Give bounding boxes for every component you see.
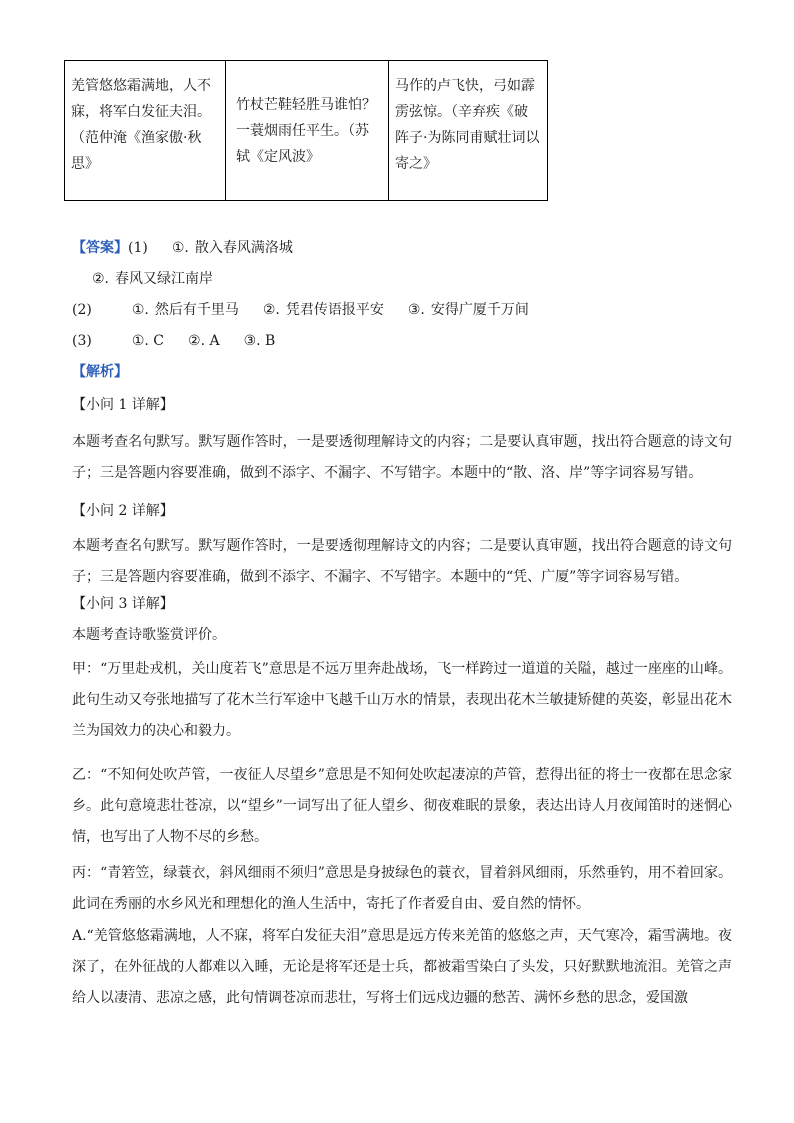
poem-table — [64, 60, 548, 201]
answer-line-3 — [72, 300, 529, 320]
q3-b-text: ②. A — [188, 333, 220, 349]
q2-number: (2) — [72, 302, 92, 318]
table-cell-xin: 马作的卢飞快，弓如霹雳弦惊。（辛弃疾《破阵子·为陈同甫赋壮词以寄之》 — [389, 61, 548, 201]
q2-b-mark: ②. — [262, 302, 280, 318]
q1-b-text: 春风又绿江南岸 — [115, 271, 214, 287]
paragraph-a: A.“羌管悠悠霜满地，人不寐，将军白发征夫泪”意思是远方传来羌笛的悠悠之声，天气寒冷，霜雪满地。夜深了，在外征战的人都难以入睡，无论是将军还是士兵，都被霜雪染白了头发，只好默默地流泪。羌管之声给人以凄清、悲凉之感，此句情调苍凉而悲壮，写将士们远戍边疆的愁苦、满怀乡愁的思念，爱国激 — [72, 928, 732, 1006]
table-cell-su: 竹杖芒鞋轻胜马谁怕？一蓑烟雨任平生。（苏轼《定风波》 — [226, 61, 389, 201]
sub1-text: 本题考查名句默写。默写题作答时，一是要透彻理解诗文的内容；二是要认真审题，找出符合题意的诗文句子；三是答题内容要准确，做到不添字、不漏字、不写错字。本题中的“散、洛、岸”等字词容易写错。 — [72, 434, 732, 481]
sub1-title: 【小问 1 详解】 — [72, 397, 174, 413]
q1-a-text: 散入春风满洛城 — [194, 240, 293, 256]
table-cell-fan: 羌管悠悠霜满地，人不寐，将军白发征夫泪。（范仲淹《渔家傲·秋思》 — [65, 61, 226, 201]
analysis-label: 【解析】 — [72, 364, 128, 380]
q2-c-text: 安得广厦千万间 — [430, 302, 529, 318]
paragraph-yi: 乙：“不知何处吹芦管，一夜征人尽望乡”意思是不知何处吹起凄凉的芦管，惹得出征的将士一夜都在思念家乡。此句意境悲壮苍凉，以“望乡”一词写出了征人望乡、彻夜难眠的景象，表达出诗人月夜闻笛时的迷惘心情，也写出了人物不尽的乡愁。 — [72, 767, 732, 845]
q1-number: (1) — [128, 240, 148, 256]
q1-b-mark: ②. — [92, 271, 110, 287]
paragraph-bing: 丙：“青箬笠，绿蓑衣，斜风细雨不须归”意思是身披绿色的蓑衣，冒着斜风细雨，乐然垂钓，用不着回家。此词在秀丽的水乡风光和理想化的渔人生活中，寄托了作者爱自由、爱自然的情怀。 — [72, 865, 732, 912]
q2-b-text: 凭君传语报平安 — [285, 302, 384, 318]
sub3-intro: 本题考查诗歌鉴赏评价。 — [72, 627, 226, 643]
sub2-title: 【小问 2 详解】 — [72, 503, 174, 519]
answer-label: 【答案】 — [72, 240, 128, 256]
answer-line-1 — [72, 238, 293, 258]
q1-a-mark: ①. — [171, 240, 189, 256]
answer-line-4 — [72, 331, 275, 351]
q3-a-text: ①. C — [131, 333, 165, 349]
q3-c-text: ③. B — [243, 333, 276, 349]
paragraph-jia: 甲：“万里赴戎机，关山度若飞”意思是不远万里奔赴战场，飞一样跨过一道道的关隘，越过一座座的山峰。此句生动又夸张地描写了花木兰行军途中飞越千山万水的情景，表现出花木兰敏捷矫健的英姿，彰显出花木兰为国效力的决心和毅力。 — [72, 661, 732, 739]
sub2-text: 本题考查名句默写。默写题作答时，一是要透彻理解诗文的内容；二是要认真审题，找出符合题意的诗文句子；三是答题内容要准确，做到不添字、不漏字、不写错字。本题中的“凭、广厦”等字词容易写错。 — [72, 538, 732, 585]
q2-c-mark: ③. — [407, 302, 425, 318]
answer-line-2 — [92, 269, 213, 289]
table-row — [65, 61, 548, 201]
q2-a-text: 然后有千里马 — [154, 302, 239, 318]
q2-a-mark: ①. — [131, 302, 149, 318]
sub3-title: 【小问 3 详解】 — [72, 596, 174, 612]
q3-number: (3) — [72, 333, 92, 349]
